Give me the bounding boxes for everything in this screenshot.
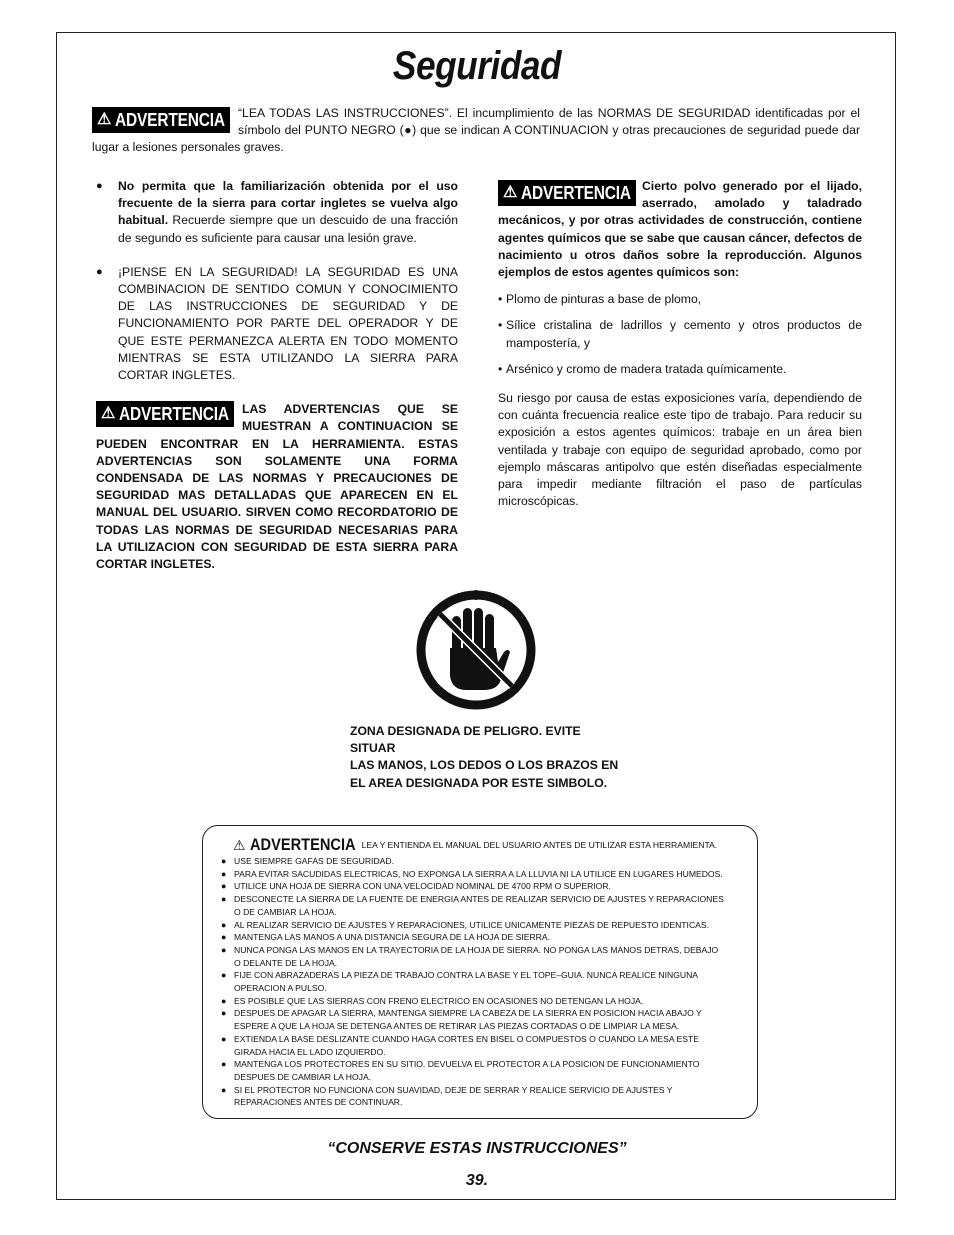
conserve-instructions: “CONSERVE ESTAS INSTRUCCIONES”	[327, 1140, 627, 1157]
list-item: ● UTILICE UNA HOJA DE SIERRA CON UNA VELOCIDAD NOMINAL DE 4700 RPM O SUPERIOR.	[221, 881, 611, 892]
dust-warning: ⚠ ADVERTENCIA Cierto polvo generado por el lijado, aserrado, amolado y taladrado mecánicos, y por otras actividades de construcción, contiene agentes químicos que se sabe que causan cáncer, defectos de nacimiento u otros daños sobre la reproducción. Algunos ejemplos de estos agentes químicos son:	[498, 179, 862, 280]
list-item: ● NUNCA PONGA LAS MANOS EN LA TRAYECTORIA DE LA HOJA DE SIERRA. NO PONGA LAS MANOS DETRAS, DEBAJO O DELANTE DE LA HOJA.	[221, 944, 719, 968]
exposure-paragraph: Su riesgo por causa de estas exposiciones varía, dependiendo de con cuánta frecuencia realice este tipo de trabajo. Para reducir su exposición a estos agentes químicos: trabaje en un área bien ventilada y trabaje con equipo de seguridad aprobado, como por ejemplo máscaras antipolvo que estén diseñadas especialmente para impedir mediante filtración el paso de partículas microscópicas.	[498, 391, 862, 509]
intro-warning	[92, 105, 860, 157]
list-item: ● FIJE CON ABRAZADERAS LA PIEZA DE TRABAJO CONTRA LA BASE Y EL TOPE–GUIA. NUNCA REALICE NINGUNA OPERACION A PULSO.	[221, 970, 699, 994]
bullet-dot-icon: ●	[96, 265, 103, 278]
no-hands-icon	[416, 590, 536, 710]
warning-badge: ⚠ ADVERTENCIA	[498, 180, 636, 206]
intro-text: “LEA TODAS LAS INSTRUCCIONES”. El incumplimiento de las NORMAS DE SEGURIDAD identificadas por el símbolo del PUNTO NEGRO (●) que se indican A CONTINUACION y otras precauciones de seguridad puede dar lugar a lesiones personales graves.	[92, 106, 860, 155]
list-item: ● DESCONECTE LA SIERRA DE LA FUENTE DE ENERGIA ANTES DE REALIZAR SERVICIO DE AJUSTES Y REPARACIONES O DE CAMBIAR LA HOJA.	[221, 894, 724, 917]
warning-badge: ⚠ ADVERTENCIA	[96, 401, 234, 427]
list-item: ● MANTENGA LOS PROTECTORES EN SU SITIO. DEVUELVA EL PROTECTOR A LA POSICION DE FUNCIONAMIENTO DESPUES DE CAMBIAR LA HOJA.	[221, 1059, 700, 1082]
tool-warning-label	[202, 825, 758, 1119]
warning-triangle-icon: ⚠	[101, 405, 116, 423]
list-item: ● PARA EVITAR SACUDIDAS ELECTRICAS, NO EXPONGA LA SIERRA A LA LLUVIA NI LA UTILICE EN LUGARES HUMEDOS.	[221, 868, 723, 879]
danger-zone-caption: ZONA DESIGNADA DE PELIGRO. EVITE SITUAR LAS MANOS, LOS DEDOS O LOS BRAZOS EN EL AREA DESIGNADA POR ESTE SIMBOLO.	[350, 724, 619, 790]
warning-triangle-icon: ⚠	[233, 836, 246, 853]
bullet-familiarity: ● No permita que la familiarización obtenida por el uso frecuente de la sierra para cortar ingletes se vuelva algo habitual. Recuerde siempre que un descuido de una fracción de segundo es suficiente para causar una lesión grave.	[96, 179, 458, 245]
list-item: ● SI EL PROTECTOR NO FUNCIONA CON SUAVIDAD, DEJE DE SERRAR Y REALICE SERVICIO DE AJUSTES Y REPARACIONES ANTES DE CONTINUAR.	[221, 1084, 673, 1108]
bullet-dot-icon: ●	[96, 180, 103, 192]
list-item: • Sílice cristalina de ladrillos y cemento y otros productos de mampostería, y	[498, 318, 862, 350]
label-list	[221, 855, 741, 1109]
bullet-think-safety: ● ¡PIENSE EN LA SEGURIDAD! LA SEGURIDAD ES UNA COMBINACION DE SENTIDO COMUN Y CONOCIMIENTO DE LAS INSTRUCCIONES DE SEGURIDAD Y DE FUNCIONAMIENTO POR PARTE DEL OPERADOR Y DE QUE ESTE PERMANEZCA ALERTA EN TODO MOMENTO MIENTRAS SE ESTA UTILIZANDO LA SIERRA PARA CORTAR INGLETES.	[96, 264, 458, 383]
list-item: ● DESPUES DE APAGAR LA SIERRA, MANTENGA SIEMPRE LA CABEZA DE LA SIERRA EN POSICION HACIA ABAJO Y ESPERE A QUE LA HOJA SE DETENGA ANTES DE RETIRAR LAS PIEZAS CORTADAS O DE LIMPIAR LA MESA.	[221, 1008, 702, 1032]
list-item: ● EXTIENDA LA BASE DESLIZANTE CUANDO HAGA CORTES EN BISEL O COMPUESTOS O CUANDO LA MESA ESTE GIRADA HACIA EL LADO IZQUIERDO.	[221, 1033, 699, 1057]
list-item: ● AL REALIZAR SERVICIO DE AJUSTES Y REPARACIONES, UTILICE UNICAMENTE PIEZAS DE REPUESTO IDENTICAS.	[221, 919, 709, 930]
list-item: • Plomo de pinturas a base de plomo,	[498, 292, 702, 307]
list-item: • Arsénico y cromo de madera tratada químicamente.	[498, 361, 787, 376]
warning-triangle-icon: ⚠	[97, 111, 112, 128]
warning-badge: ⚠ ADVERTENCIA	[92, 107, 230, 133]
list-item: ● USE SIEMPRE GAFAS DE SEGURIDAD.	[221, 856, 394, 866]
page-number: 39.	[465, 1172, 489, 1189]
left-column	[96, 178, 458, 573]
list-item: ● ES POSIBLE QUE LAS SIERRAS CON FRENO ELECTRICO EN OCASIONES NO DETENGAN LA HOJA.	[221, 995, 644, 1006]
chemical-list	[498, 291, 862, 378]
right-column	[498, 178, 862, 510]
warning-triangle-icon: ⚠	[503, 184, 518, 201]
page-title: Seguridad	[392, 44, 562, 88]
tool-warnings-note: ⚠ ADVERTENCIA LAS ADVERTENCIAS QUE SE MUESTRAN A CONTINUACION SE PUEDEN ENCONTRAR EN LA HERRAMIENTA. ESTAS ADVERTENCIAS SON SOLAMENTE UNA FORMA CONDENSADA DE LAS NORMAS Y PRECAUCIONES DE SEGURIDAD MAS DETALLADAS QUE APARECEN EN EL MANUAL DEL USUARIO. SIRVEN COMO RECORDATORIO DE TODAS LAS NORMAS DE SEGURIDAD NECESARIAS PARA LA UTILIZACION CON SEGURIDAD DE ESTA SIERRA PARA CORTAR INGLETES.	[96, 402, 458, 572]
list-item: ● MANTENGA LAS MANOS A UNA DISTANCIA SEGURA DE LA HOJA DE SIERRA.	[221, 932, 550, 943]
label-heading: ⚠ ADVERTENCIA LEA Y ENTIENDA EL MANUAL DEL USUARIO ANTES DE UTILIZAR ESTA HERRAMIENTA.	[233, 835, 718, 854]
